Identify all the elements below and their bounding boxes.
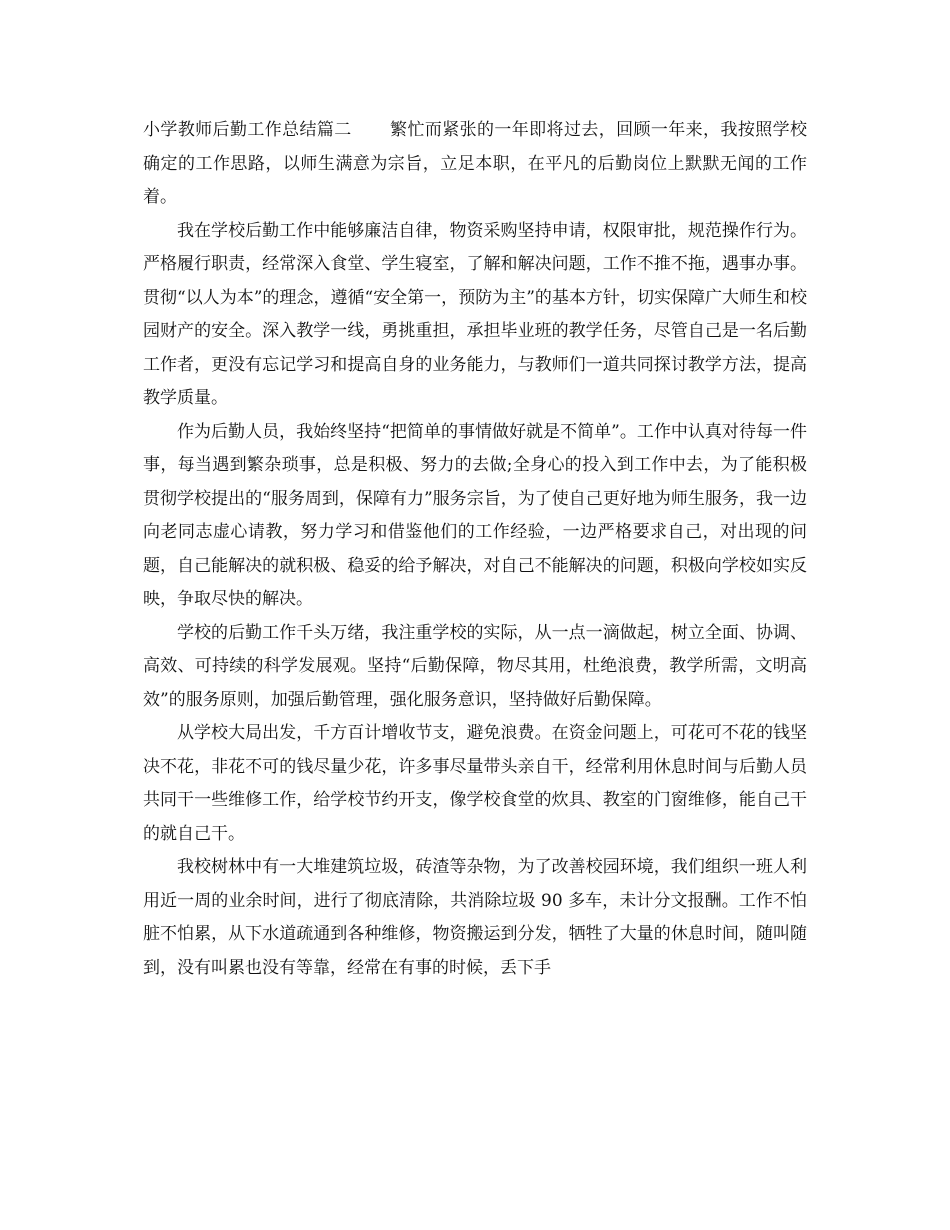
paragraph: 学校的后勤工作千头万绪，我注重学校的实际，从一点一滴做起，树立全面、协调、高效、可持续的科学发展观。坚持“后勤保障，物尽其用，杜绝浪费，教学所需，文明高效”的服务原则，加强后勤管理，强化服务意识，坚持做好后勤保障。 [143, 622, 807, 710]
document-heading: 小学教师后勤工作总结篇二 [143, 120, 352, 140]
paragraph: 我在学校后勤工作中能够廉洁自律，物资采购坚持申请，权限审批，规范操作行为。严格履行职责，经常深入食堂、学生寝室，了解和解决问题，工作不推不拖，遇事办事。贯彻“以人为本”的理念，遵循“安全第一，预防为主”的基本方针，切实保障广大师生和校园财产的安全。深入教学一线，勇挑重担，承担毕业班的教学任务，尽管自己是一名后勤工作者，更没有忘记学习和提高自身的业务能力，与教师们一道共同探讨教学方法，提高教学质量。 [143, 220, 807, 408]
paragraph: 从学校大局出发，千方百计增收节支，避免浪费。在资金问题上，可花可不花的钱坚决不花，非花不可的钱尽量少花，许多事尽量带头亲自干，经常利用休息时间与后勤人员共同干一些维修工作，给学校节约开支，像学校食堂的炊具、教室的门窗维修，能自己干的就自己干。 [143, 723, 807, 844]
paragraph-intro [143, 114, 807, 215]
paragraph: 作为后勤人员，我始终坚持“把简单的事情做好就是不简单”。工作中认真对待每一件事，每当遇到繁杂琐事，总是积极、努力的去做;全身心的投入到工作中去，为了能积极贯彻学校提出的“服务周到，保障有力”服务宗旨，为了使自己更好地为师生服务，我一边向老同志虚心请教，努力学习和借鉴他们的工作经验，一边严格要求自己，对出现的问题，自己能解决的就积极、稳妥的给予解决，对自己不能解决的问题，积极向学校如实反映，争取尽快的解决。 [143, 421, 807, 609]
document-body [143, 114, 807, 985]
paragraph-text: 繁忙而紧张的一年即将过去，回顾一年来，我按照学校确定的工作思路，以师生满意为宗旨，立足本职，在平凡的后勤岗位上默默无闻的工作着。 [143, 120, 808, 207]
paragraph: 我校树林中有一大堆建筑垃圾，砖渣等杂物，为了改善校园环境，我们组织一班人利用近一周的业余时间，进行了彻底清除，共消除垃圾 90 多车，未计分文报酬。工作不怕脏不怕累，从下水道疏通到各种维修，物资搬运到分发，牺牲了大量的休息时间，随叫随到，没有叫累也没有等靠，经常在有事的时候，丢下手 [143, 857, 807, 978]
